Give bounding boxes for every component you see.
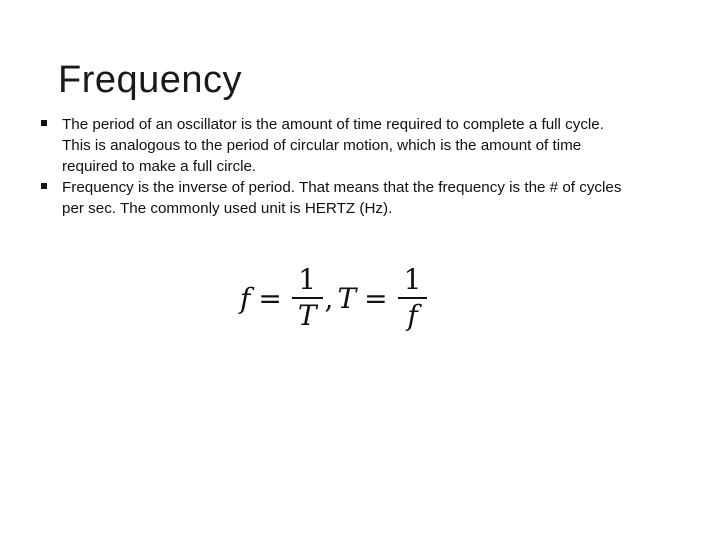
fraction-numerator: 1 (298, 263, 317, 296)
formula-f-symbol: f (240, 281, 251, 315)
bullet-item-frequency (40, 177, 630, 219)
formula-fraction-one-over-f (398, 264, 428, 332)
formula-t-symbol: T (337, 281, 357, 315)
fraction-numerator: 1 (403, 263, 422, 296)
square-bullet-icon (41, 183, 47, 189)
slide-title: Frequency (58, 59, 243, 101)
formula-comma: , (324, 281, 334, 315)
bullet-text: Frequency is the inverse of period. That means that the frequency is the # of cycles per sec. The commonly used unit is HERTZ (Hz). (62, 179, 622, 217)
formula-equals-sign: = (258, 281, 282, 315)
fraction-denominator: f (407, 299, 418, 332)
square-bullet-icon (41, 120, 47, 126)
formula-equals-sign: = (364, 281, 388, 315)
formula-fraction-one-over-t (292, 264, 323, 332)
frequency-period-formula (240, 258, 429, 338)
bullet-list (40, 114, 630, 219)
fraction-denominator: T (297, 299, 317, 332)
bullet-item-period (40, 114, 630, 177)
bullet-text: The period of an oscillator is the amount of time required to complete a full cycle. This is analogous to the period of circular motion, which is the amount of time required to make a full circle. (62, 116, 604, 175)
